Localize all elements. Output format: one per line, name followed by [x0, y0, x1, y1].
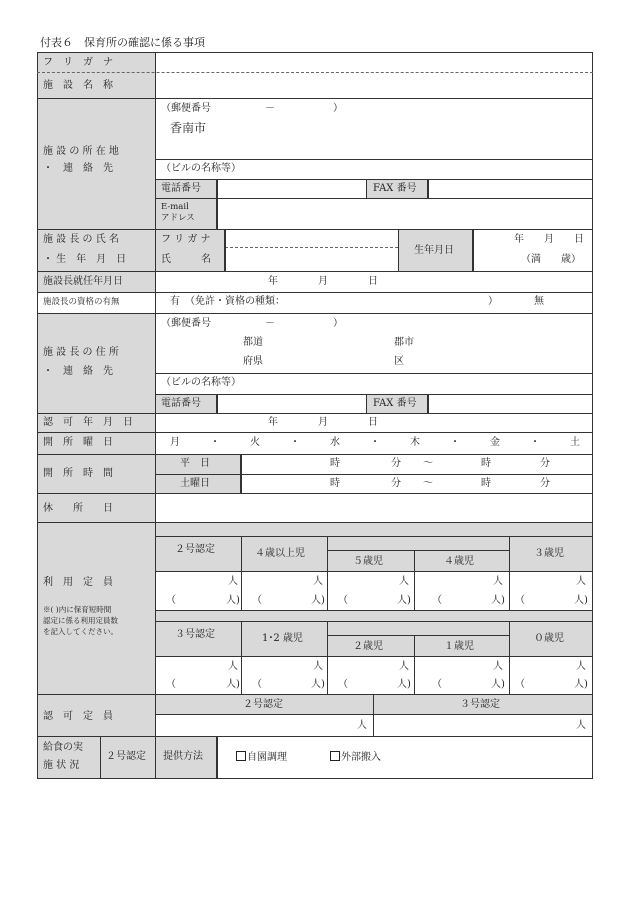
- col-line: [241, 621, 242, 694]
- cap-age1-label: １歳児: [444, 641, 474, 652]
- col-line: [225, 229, 226, 272]
- cap-paren-close: 人): [574, 595, 588, 606]
- meal-label-1: 給食の実: [43, 742, 83, 753]
- day-wed: 水: [330, 437, 340, 448]
- facility-address-label: 施 設 の 所 在 地: [43, 146, 119, 157]
- day-sep: ・: [370, 437, 380, 448]
- postal-close: ）: [333, 103, 343, 114]
- cap-unit: 人: [228, 661, 238, 672]
- cap-paren-close: 人): [226, 595, 240, 606]
- row-line: [155, 571, 593, 572]
- col-line: [428, 179, 429, 199]
- cap-age5-label: ５歳児: [353, 556, 383, 567]
- cap-paren-close: 人): [311, 595, 325, 606]
- meal-option-out[interactable]: [330, 751, 381, 764]
- cap-paren-open: （: [166, 679, 176, 690]
- col-line: [509, 621, 510, 694]
- col-line: [414, 550, 415, 610]
- sat-start-hour: 時: [330, 478, 340, 489]
- cap-cert3-label: ３号認定: [175, 629, 215, 640]
- col-line: [366, 394, 367, 414]
- row-line: [37, 313, 593, 314]
- row-line: [37, 522, 593, 523]
- meal-option-in[interactable]: [236, 751, 287, 764]
- day-tue: 火: [250, 437, 260, 448]
- cap-paren-close: 人): [397, 679, 411, 690]
- row-line: [155, 159, 593, 160]
- meal-option-in-label: 自園調理: [247, 752, 287, 763]
- weekday-start-minute: 分: [391, 458, 401, 469]
- qualification-yes: 有 （免許・資格の種類：: [170, 296, 285, 307]
- cap-age4-label: ４歳児: [444, 556, 474, 567]
- capacity-note-2: 認定に係る利用定員数: [43, 616, 118, 625]
- city-label-2: 区: [394, 356, 404, 367]
- sat-start-minute: 分: [391, 478, 401, 489]
- row-line: [37, 432, 593, 433]
- director-furigana-divider: [225, 247, 398, 248]
- cap-paren-open: （: [338, 679, 348, 690]
- row-line: [37, 229, 593, 230]
- pref-label-1: 都道: [243, 337, 263, 348]
- cap-cert2-label: ２号認定: [175, 544, 215, 555]
- row-line: [37, 454, 593, 455]
- building-label: （ビルの名称等）: [161, 163, 241, 174]
- open-days-row: [170, 437, 580, 449]
- furigana-divider: [37, 72, 593, 73]
- row-line: [37, 98, 593, 99]
- weekday-tilde: ～: [423, 458, 433, 469]
- cap-paren-open: （: [515, 595, 525, 606]
- meal-method-label: 提供方法: [163, 751, 203, 762]
- col-line: [373, 694, 374, 737]
- cap-paren-close: 人): [226, 679, 240, 690]
- approved-cert3: ３号認定: [460, 699, 500, 710]
- cap-unit: 人: [313, 661, 323, 672]
- approved-cert2-unit: 人: [357, 720, 367, 731]
- weekday-end-hour: 時: [481, 458, 491, 469]
- open-days-label: 開 所 曜 日: [43, 437, 113, 448]
- director-postal-label: （郵便番号: [161, 318, 211, 329]
- weekday-start-hour: 時: [330, 458, 340, 469]
- cap-unit: 人: [493, 661, 503, 672]
- cap-paren-close: 人): [491, 679, 505, 690]
- col-line: [241, 536, 242, 610]
- col-line: [327, 635, 328, 694]
- row-line: [155, 373, 593, 374]
- capacity-note-3: を記入してください。: [43, 627, 118, 636]
- row-line: [155, 656, 593, 657]
- day-sep: ・: [290, 437, 300, 448]
- approved-cert3-unit: 人: [576, 720, 586, 731]
- capacity-note-1: ※( )内に保育短時間: [43, 605, 112, 614]
- facility-city: 香南市: [170, 121, 207, 135]
- cap-age0-label: ０歳児: [534, 633, 564, 644]
- closed-days-label: 休 所 日: [43, 503, 113, 514]
- birth-ymd: 年 月 日: [514, 234, 584, 245]
- postal-dash: －: [265, 103, 275, 114]
- main-column-divider: [155, 52, 156, 779]
- cap-unit: 人: [576, 576, 586, 587]
- saturday-label: 土曜日: [180, 478, 210, 489]
- director-name-sublabel: 氏 名: [161, 254, 211, 265]
- qualification-label: 施設長の資格の有無: [43, 297, 120, 307]
- director-birth-row-label: ・ 生 年 月 日: [43, 254, 127, 265]
- birth-label: 生年月日: [414, 245, 454, 256]
- fax-label: FAX 番号: [373, 183, 417, 194]
- day-fri: 金: [490, 437, 500, 448]
- meal-label-2: 施 状 況: [43, 760, 80, 771]
- cap-paren-close: 人): [311, 679, 325, 690]
- checkbox-icon[interactable]: [236, 751, 246, 761]
- phone-label: 電話番号: [161, 183, 201, 194]
- col-line: [217, 394, 218, 414]
- row-line: [37, 694, 593, 695]
- row-line: [37, 493, 593, 494]
- cap-paren-open: （: [252, 679, 262, 690]
- director-postal-close: ）: [333, 318, 343, 329]
- weekday-label: 平 日: [180, 458, 210, 469]
- col-line: [217, 736, 218, 779]
- day-sep: ・: [210, 437, 220, 448]
- row-line: [37, 292, 593, 293]
- email-label-2: アドレス: [161, 213, 195, 223]
- facility-name-label: 施 設 名 称: [43, 80, 113, 91]
- postal-label: （郵便番号: [161, 103, 211, 114]
- furigana-label: フ リ ガ ナ: [43, 57, 113, 68]
- director-fax-label: FAX 番号: [373, 398, 417, 409]
- col-line: [217, 179, 218, 230]
- director-contact-label: ・ 連 絡 先: [43, 366, 113, 377]
- cap-paren-open: （: [166, 595, 176, 606]
- cap-4plus-label: ４歳以上児: [255, 548, 305, 559]
- cap-paren-open: （: [432, 595, 442, 606]
- cap-paren-close: 人): [574, 679, 588, 690]
- appointed-label: 施設長就任年月日: [43, 276, 123, 287]
- cap-unit: 人: [313, 576, 323, 587]
- cap-paren-close: 人): [397, 595, 411, 606]
- cap-paren-close: 人): [491, 595, 505, 606]
- day-sep: ・: [530, 437, 540, 448]
- row-line: [37, 736, 593, 737]
- cap-unit: 人: [576, 661, 586, 672]
- cap-age2-label: ２歳児: [353, 641, 383, 652]
- day-sat: 土: [570, 437, 580, 448]
- col-line: [473, 229, 474, 272]
- director-address-label: 施 設 長 の 住 所: [43, 347, 119, 358]
- approved-cert2: ２号認定: [243, 699, 283, 710]
- birth-age: （満 歳）: [521, 254, 581, 265]
- cap-unit: 人: [493, 576, 503, 587]
- cap-paren-open: （: [338, 595, 348, 606]
- sat-end-minute: 分: [540, 478, 550, 489]
- facility-contact-label: ・ 連 絡 先: [43, 163, 113, 174]
- row-line: [155, 474, 593, 475]
- day-thu: 木: [410, 437, 420, 448]
- col-line: [327, 550, 328, 610]
- row-line: [155, 394, 593, 395]
- cap-unit: 人: [399, 576, 409, 587]
- meal-option-out-label: 外部搬入: [341, 752, 381, 763]
- col-line: [100, 736, 101, 779]
- col-line: [414, 635, 415, 694]
- weekday-end-minute: 分: [540, 458, 550, 469]
- col-line: [509, 536, 510, 610]
- form-title: 付表６ 保育所の確認に係る事項: [40, 36, 205, 49]
- row-line: [37, 413, 593, 414]
- cap-unit: 人: [228, 576, 238, 587]
- cap-paren-open: （: [252, 595, 262, 606]
- cap-paren-open: （: [432, 679, 442, 690]
- appointed-ymd: 年 月 日: [268, 276, 378, 287]
- checkbox-icon[interactable]: [330, 751, 340, 761]
- qualification-no: 無: [534, 296, 544, 307]
- director-postal-dash: －: [265, 318, 275, 329]
- row-line: [37, 271, 593, 272]
- col-line: [241, 454, 242, 494]
- email-label: E-mail: [161, 202, 189, 212]
- city-label-1: 郡市: [394, 337, 414, 348]
- cap-paren-open: （: [515, 679, 525, 690]
- director-name-label: 施 設 長 の 氏 名: [43, 234, 119, 245]
- cap-unit: 人: [399, 661, 409, 672]
- approved-label: 認 可 定 員: [43, 711, 113, 722]
- cap-age12-label: 1･2 歳児: [262, 633, 303, 644]
- col-line: [366, 179, 367, 199]
- hours-label: 開 所 時 間: [43, 468, 113, 479]
- pref-label-2: 府県: [243, 356, 263, 367]
- row-line: [155, 179, 593, 180]
- approval-date-label: 認 可 年 月 日: [43, 417, 133, 428]
- capacity-label: 利 用 定 員: [43, 577, 113, 588]
- director-building-label: （ビルの名称等）: [161, 377, 241, 388]
- row-line: [155, 198, 593, 199]
- approval-ymd: 年 月 日: [268, 417, 378, 428]
- cap-age3-label: ３歳児: [534, 548, 564, 559]
- col-line: [398, 229, 399, 272]
- day-sep: ・: [450, 437, 460, 448]
- sat-tilde: ～: [423, 478, 433, 489]
- sat-end-hour: 時: [481, 478, 491, 489]
- director-phone-label: 電話番号: [161, 398, 201, 409]
- col-line: [428, 394, 429, 414]
- day-mon: 月: [170, 437, 180, 448]
- meal-cert-label: ２号認定: [106, 751, 146, 762]
- qualification-close: ）: [488, 296, 498, 307]
- director-furigana-label: フ リ ガ ナ: [161, 234, 211, 245]
